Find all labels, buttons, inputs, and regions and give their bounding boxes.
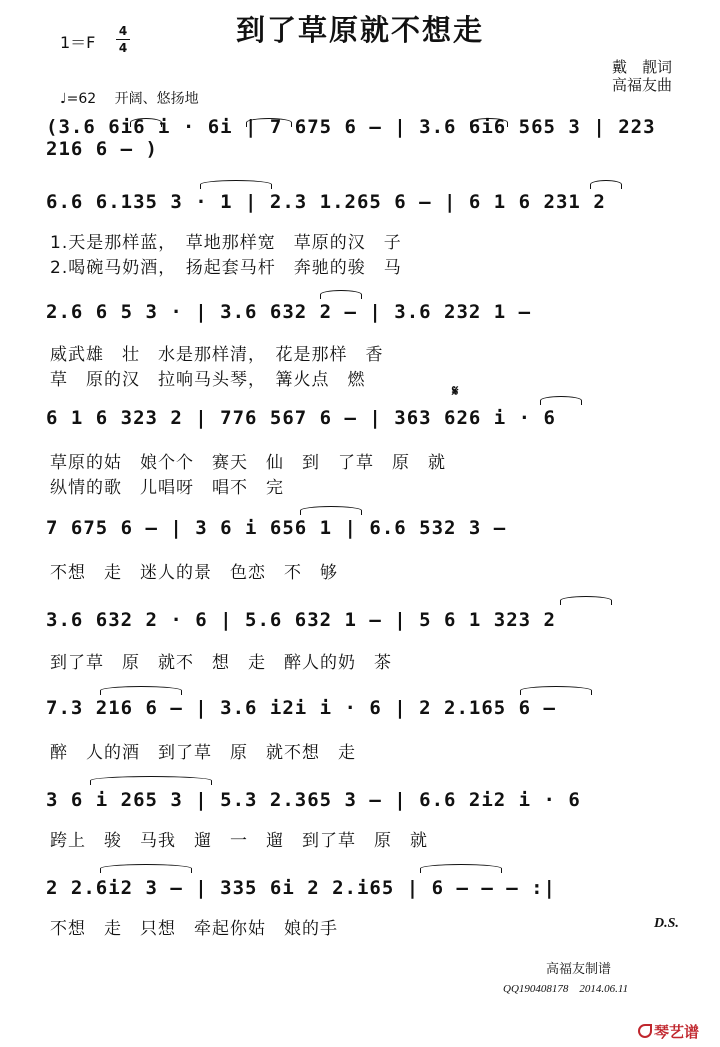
slur xyxy=(130,118,162,127)
notes-row-4: 6 1 6 323 2 | 776 567 6 – | 363 626 i · 6 xyxy=(46,407,556,429)
dal-segno-mark: D.S. xyxy=(654,916,679,931)
slur xyxy=(470,118,508,127)
lyricist-credit: 戴 靓词 xyxy=(611,58,672,76)
tempo-mark: ♩=62 xyxy=(60,91,97,107)
notation-row-6 xyxy=(46,602,686,638)
notes-row-2: 6.6 6.135 3 · 1 | 2.3 1.265 6 – | 6 1 6 231 2 xyxy=(46,191,606,213)
lyrics-block-7 xyxy=(50,826,680,851)
notation-row-3 xyxy=(46,294,686,330)
notes-row-1: (3.6 6i6 i · 6i | 7 675 6 – | 3.6 6i6 565 3 | 223 216 6 – ) xyxy=(46,116,656,160)
slur xyxy=(100,864,192,873)
slur xyxy=(420,864,502,873)
notes-row-9: 2 2.6i2 3 – | 335 6i 2 2.i65 | 6 – – – :| xyxy=(46,877,556,899)
lyric-line: 草 原的汉 拉响马头琴， 篝火点 燃 xyxy=(50,370,366,390)
logo-icon xyxy=(638,1024,652,1038)
notation-row-4 xyxy=(46,400,686,436)
slur xyxy=(540,396,582,405)
notation-row-7 xyxy=(46,690,686,726)
notes-row-7: 7.3 216 6 – | 3.6 i2i i · 6 | 2 2.165 6 – xyxy=(46,697,556,719)
notation-row-9 xyxy=(46,870,686,906)
lyric-line: 跨上 骏 马我 遛 一 遛 到了草 原 就 xyxy=(50,831,428,851)
slur xyxy=(300,506,362,515)
lyric-line: 威武雄 壮 水是那样清， 花是那样 香 xyxy=(50,345,384,365)
slur xyxy=(246,118,292,127)
key-signature: 1＝F xyxy=(60,33,96,52)
slur xyxy=(520,686,592,695)
notes-row-8: 3 6 i 265 3 | 5.3 2.365 3 – | 6.6 2i2 i · 6 xyxy=(46,789,581,811)
notes-row-5: 7 675 6 – | 3 6 i 656 1 | 6.6 532 3 – xyxy=(46,517,507,539)
lyrics-block-5 xyxy=(50,648,680,673)
site-logo xyxy=(638,1021,699,1042)
lyric-line: 到了草 原 就不 想 走 醉人的奶 茶 xyxy=(50,653,392,673)
notation-row-8 xyxy=(46,782,686,818)
composer-credit: 高福友曲 xyxy=(611,76,672,94)
notation-row-2 xyxy=(46,184,686,220)
slur xyxy=(200,180,272,189)
notes-row-6: 3.6 632 2 · 6 | 5.6 632 1 – | 5 6 1 323 2 xyxy=(46,609,556,631)
lyrics-block-4 xyxy=(50,558,680,583)
lyric-line: 草原的姑 娘个个 赛天 仙 到 了草 原 就 xyxy=(50,453,446,473)
slur xyxy=(100,686,182,695)
lyrics-block-8 xyxy=(50,914,640,939)
song-title: 到了草原就不想走 xyxy=(235,13,484,47)
lyrics-block-6 xyxy=(50,738,680,763)
slur xyxy=(560,596,612,605)
logo-text: 琴艺谱 xyxy=(654,1023,700,1041)
transcriber-credit: 高福友制谱 xyxy=(546,962,612,977)
lyric-line: 纵情的歌 儿唱呀 唱不 完 xyxy=(50,478,284,498)
lyric-line: 不想 走 迷人的景 色恋 不 够 xyxy=(50,563,338,583)
lyrics-block-3 xyxy=(50,448,680,498)
lyrics-block-1 xyxy=(50,228,680,278)
lyric-line: 1.天是那样蓝， 草地那样宽 草原的汉 子 xyxy=(50,233,402,253)
lyrics-block-2 xyxy=(50,340,680,390)
contact-info: QQ190408178 2014.06.11 xyxy=(503,983,629,995)
time-bottom: 4 xyxy=(118,41,128,55)
slur xyxy=(590,180,622,189)
slur xyxy=(320,290,362,299)
tempo-line xyxy=(60,88,199,108)
lyric-line: 醉 人的酒 到了草 原 就不想 走 xyxy=(50,743,356,763)
expression-mark: 开阔、悠扬地 xyxy=(114,91,199,107)
segno-sign: 𝄋 xyxy=(452,382,459,400)
lyric-line: 不想 走 只想 牵起你姑 娘的手 xyxy=(50,919,338,939)
slur xyxy=(90,776,212,785)
time-top: 4 xyxy=(118,24,128,38)
notes-row-3: 2.6 6 5 3 · | 3.6 632 2 – | 3.6 232 1 – xyxy=(46,301,532,323)
notation-row-5 xyxy=(46,510,686,546)
lyric-line: 2.喝碗马奶酒， 扬起套马杆 奔驰的骏 马 xyxy=(50,258,402,278)
